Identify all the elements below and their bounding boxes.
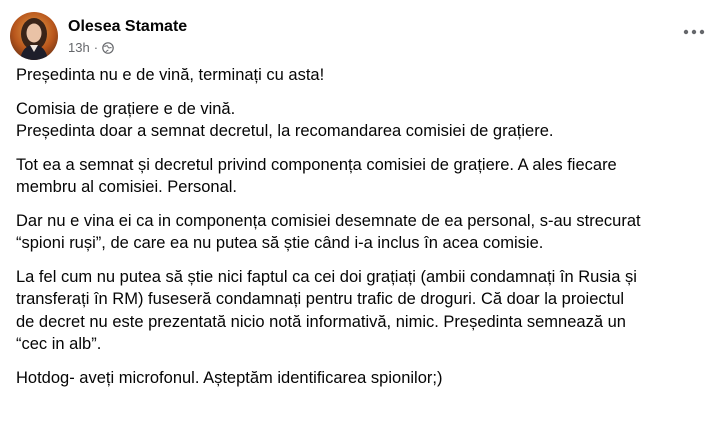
separator-dot: · bbox=[93, 39, 99, 55]
more-horizontal-icon bbox=[683, 29, 705, 35]
paragraph bbox=[16, 64, 716, 87]
text-line: Comisia de grațiere e de vină. bbox=[16, 99, 236, 118]
more-options-button[interactable] bbox=[680, 22, 708, 42]
post-subline bbox=[68, 40, 187, 56]
text-line: “spioni ruși”, de care ea nu putea să știe când i-a inclus în acea comisie. bbox=[16, 234, 544, 252]
text-line: de decret nu este prezentată nicio notă informativă, nimic. Președinta semnează un bbox=[16, 312, 626, 331]
text-line: “cec in alb”. bbox=[16, 335, 102, 353]
author-name[interactable]: Olesea Stamate bbox=[68, 17, 188, 35]
globe-icon bbox=[102, 42, 114, 54]
paragraph bbox=[16, 210, 716, 255]
text-line: Președinta nu e de vină, terminați cu asta! bbox=[16, 66, 325, 84]
text-line: Hotdog- aveți microfonul. Așteptăm identificarea spionilor;) bbox=[16, 368, 443, 387]
text-line: transferați în RM) fuseseră condamnați pentru trafic de droguri. Că doar la proiectul bbox=[16, 290, 625, 308]
post-header bbox=[10, 10, 187, 62]
post-timestamp[interactable]: 13h bbox=[68, 39, 90, 55]
text-line: Președinta doar a semnat decretul, la recomandarea comisiei de grațiere. bbox=[16, 122, 554, 140]
text-line: membru al comisiei. Personal. bbox=[16, 178, 237, 196]
text-line: Dar nu e vina ei ca in componența comisiei desemnate de ea personal, s-au strecurat bbox=[16, 211, 641, 230]
avatar-image bbox=[10, 12, 58, 60]
text-line: La fel cum nu putea să știe nici faptul ca cei doi grațiați (ambii condamnați în Rusia și bbox=[16, 267, 637, 286]
post-meta bbox=[68, 17, 187, 56]
avatar[interactable] bbox=[10, 12, 58, 60]
text-line: Tot ea a semnat și decretul privind componența comisiei de grațiere. A ales fiecare bbox=[16, 155, 617, 174]
post-text bbox=[16, 64, 716, 400]
paragraph bbox=[16, 266, 716, 356]
paragraph bbox=[16, 367, 716, 390]
paragraph bbox=[16, 98, 716, 143]
paragraph bbox=[16, 154, 716, 199]
